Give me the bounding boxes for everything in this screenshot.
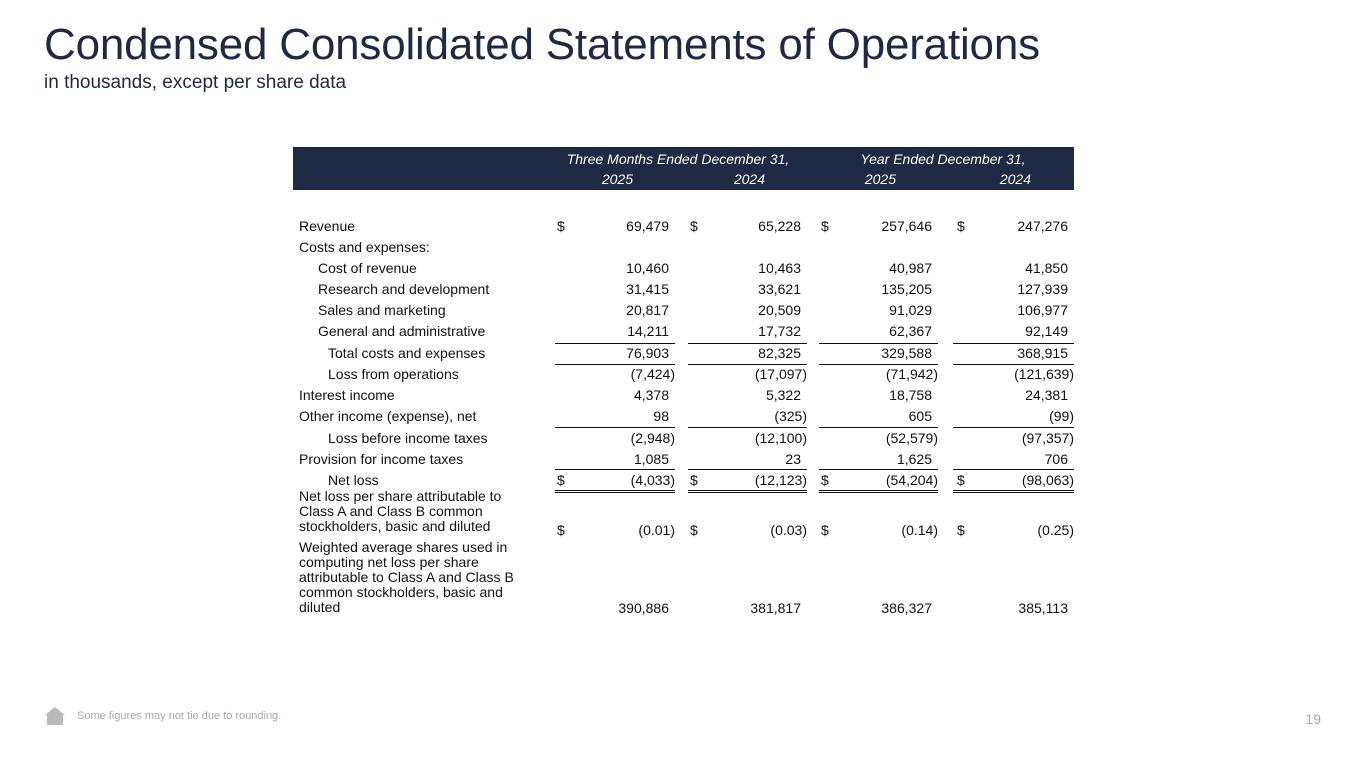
value-cell: 4,378 <box>633 387 669 403</box>
page-title: Condensed Consolidated Statements of Operations <box>44 20 1040 69</box>
dollar-sign: $ <box>690 522 698 538</box>
dollar-sign: $ <box>957 218 965 234</box>
table-row <box>293 428 1074 449</box>
table-row <box>293 449 1074 470</box>
home-icon <box>44 706 66 726</box>
value-cell: (12,123) <box>754 472 807 488</box>
value-cell: 386,327 <box>881 600 932 616</box>
row-label: Costs and expenses: <box>299 239 430 255</box>
table-row <box>293 237 1074 258</box>
header-year-q-2025: 2025 <box>601 171 633 187</box>
underline <box>819 427 938 428</box>
value-cell: (0.14) <box>901 522 938 538</box>
row-label: Loss from operations <box>328 366 459 382</box>
value-cell: 23 <box>785 451 801 467</box>
table-row <box>293 279 1074 300</box>
value-cell: (98,063) <box>1021 472 1074 488</box>
double-underline <box>819 490 938 493</box>
value-cell: 24,381 <box>1025 387 1068 403</box>
value-cell: 14,211 <box>627 323 669 339</box>
table-row <box>293 539 1074 622</box>
value-cell: 1,625 <box>896 451 932 467</box>
row-label: Other income (expense), net <box>299 408 477 424</box>
value-cell: (0.03) <box>770 522 807 538</box>
value-cell: (17,097) <box>754 366 807 382</box>
table-row <box>293 343 1074 364</box>
value-cell: (121,639) <box>1014 366 1074 382</box>
row-label: Loss before income taxes <box>328 430 488 446</box>
value-cell: 31,415 <box>626 281 669 297</box>
value-cell: 82,325 <box>758 345 801 361</box>
table-row <box>293 300 1074 321</box>
value-cell: 41,850 <box>1025 260 1068 276</box>
dollar-sign: $ <box>821 218 829 234</box>
value-cell: 18,758 <box>889 387 932 403</box>
value-cell: (325) <box>774 408 807 424</box>
dollar-sign: $ <box>690 472 698 488</box>
value-cell: 76,903 <box>626 345 669 361</box>
value-cell: 706 <box>1044 451 1068 467</box>
value-cell: 1,085 <box>633 451 669 467</box>
value-cell: (0.01) <box>638 522 675 538</box>
underline <box>953 469 1074 470</box>
table-row <box>293 406 1074 427</box>
dollar-sign: $ <box>821 472 829 488</box>
value-cell: (7,424) <box>630 366 675 382</box>
value-cell: 605 <box>908 408 932 424</box>
row-label: General and administrative <box>318 323 486 339</box>
value-cell: 127,939 <box>1017 281 1068 297</box>
value-cell: 257,646 <box>881 218 932 234</box>
underline <box>953 343 1074 344</box>
table-row <box>293 258 1074 279</box>
row-label: Research and development <box>318 281 490 297</box>
header-year-q-2024: 2024 <box>733 171 765 187</box>
row-label: Total costs and expenses <box>328 345 486 361</box>
dollar-sign: $ <box>690 218 698 234</box>
table-row <box>293 321 1074 342</box>
value-cell: 17,732 <box>758 323 801 339</box>
value-cell: (97,357) <box>1021 430 1074 446</box>
value-cell: 69,479 <box>626 218 669 234</box>
value-cell: 20,817 <box>626 302 669 318</box>
row-label: Weighted average shares used in computing net loss per share attributable to Class A and Class B common stockholders, basic and diluted <box>299 539 514 615</box>
value-cell: 20,509 <box>758 302 801 318</box>
table-row <box>293 364 1074 385</box>
underline <box>819 364 938 365</box>
value-cell: 10,460 <box>626 260 669 276</box>
table-row <box>293 488 1074 541</box>
value-cell: (4,033) <box>630 472 675 488</box>
value-cell: 247,276 <box>1017 218 1068 234</box>
value-cell: 368,915 <box>1017 345 1068 361</box>
value-cell: 10,463 <box>758 260 801 276</box>
header-three-months: Three Months Ended December 31, <box>566 151 790 167</box>
value-cell: (52,579) <box>885 430 938 446</box>
value-cell: 62,367 <box>889 323 932 339</box>
dollar-sign: $ <box>557 218 565 234</box>
underline <box>555 469 675 470</box>
underline <box>953 364 1074 365</box>
header-year-y-2025: 2025 <box>864 171 896 187</box>
row-label: Net loss per share attributable to Class A and Class B common stockholders, basic and diluted <box>299 488 502 534</box>
underline <box>688 469 807 470</box>
dollar-sign: $ <box>557 522 565 538</box>
table-row <box>293 385 1074 406</box>
value-cell: 390,886 <box>618 600 669 616</box>
table-header-band <box>293 147 1074 190</box>
page-number: 19 <box>1305 711 1321 727</box>
row-label: Revenue <box>299 218 356 234</box>
value-cell: (71,942) <box>885 366 938 382</box>
row-label: Provision for income taxes <box>299 451 464 467</box>
row-label: Interest income <box>299 387 395 403</box>
underline <box>953 427 1074 428</box>
underline <box>688 364 807 365</box>
value-cell: 5,322 <box>765 387 801 403</box>
header-year-ended: Year Ended December 31, <box>860 151 1026 167</box>
value-cell: 40,987 <box>889 260 932 276</box>
underline <box>688 427 807 428</box>
double-underline <box>688 490 807 493</box>
underline <box>819 469 938 470</box>
value-cell: 33,621 <box>758 281 801 297</box>
dollar-sign: $ <box>557 472 565 488</box>
underline <box>555 364 675 365</box>
dollar-sign: $ <box>957 522 965 538</box>
dollar-sign: $ <box>821 522 829 538</box>
value-cell: 98 <box>653 408 669 424</box>
value-cell: 65,228 <box>758 218 801 234</box>
row-label: Sales and marketing <box>318 302 446 318</box>
value-cell: 329,588 <box>881 345 932 361</box>
value-cell: (99) <box>1049 408 1074 424</box>
value-cell: 91,029 <box>889 302 932 318</box>
underline <box>555 343 675 344</box>
value-cell: (12,100) <box>754 430 807 446</box>
value-cell: 106,977 <box>1017 302 1068 318</box>
double-underline <box>953 490 1074 493</box>
value-cell: 135,205 <box>881 281 932 297</box>
rounding-footnote: Some figures may not tie due to rounding. <box>77 710 282 722</box>
value-cell: (54,204) <box>885 472 938 488</box>
value-cell: (0.25) <box>1037 522 1074 538</box>
row-label: Net loss <box>328 472 379 488</box>
row-label: Cost of revenue <box>318 260 417 276</box>
page-subtitle: in thousands, except per share data <box>44 72 347 93</box>
value-cell: 385,113 <box>1018 600 1068 616</box>
dollar-sign: $ <box>957 472 965 488</box>
underline <box>688 343 807 344</box>
underline <box>555 427 675 428</box>
value-cell: (2,948) <box>630 430 675 446</box>
table-row <box>293 216 1074 237</box>
underline <box>819 343 938 344</box>
value-cell: 381,817 <box>750 600 801 616</box>
header-year-y-2024: 2024 <box>999 171 1031 187</box>
double-underline <box>555 490 675 493</box>
value-cell: 92,149 <box>1025 323 1068 339</box>
